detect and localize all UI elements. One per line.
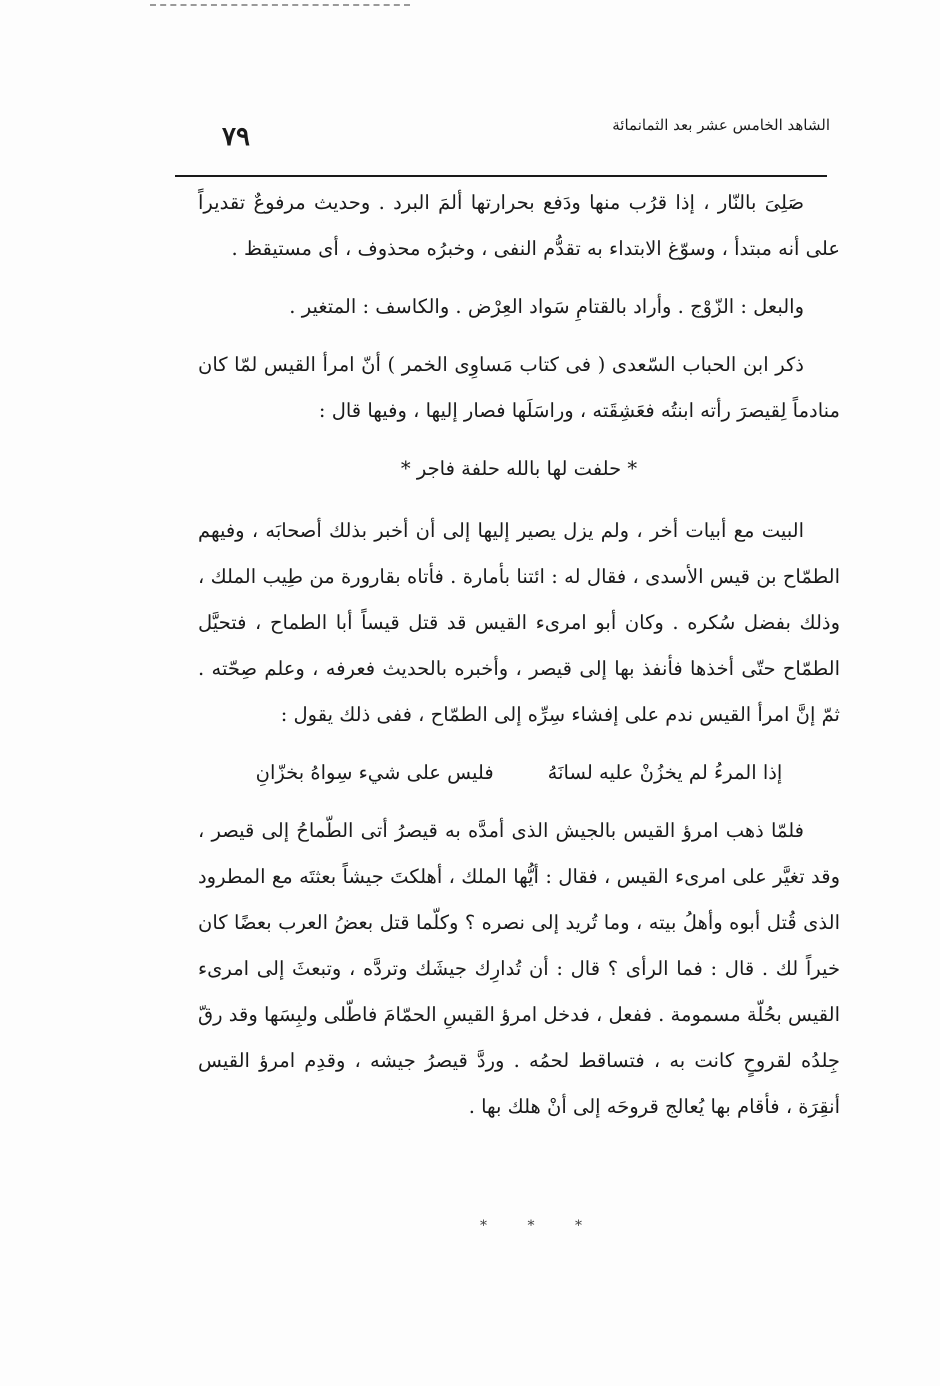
top-dashed-line xyxy=(150,4,410,6)
verse-line xyxy=(198,750,840,796)
verse-hemistich: * حلفت لها بالله حلفة فاجر * xyxy=(400,457,638,480)
paragraph-5: فلمّا ذهب امرؤ القيس بالجيش الذى أمدَّه به قيصرُ أتى الطّماحُ إلى قيصر ، وقد تغيَّر على امرىء القيس ، فقال : أيُّها الملك ، أهلكتَ جيشاً بعثتَه مع المطرود الذى قُتل أبوه وأهلُ بيته ، وما تُريد إلى نصره ؟ وكلّما قتل بعضُ العرب بعضًا كان خيراً لك . قال : فما الرأى ؟ قال : أن تُدارِك جيشَك وتردَّه ، وتبعثَ إلى امرىء القيس بحُلّة مسمومة . ففعل ، فدخل امرؤ القيسِ الحمّامَ فاطّلى ولبِسَها وقد رقّ جِلدُه لقروحٍ كانت به ، فتساقط لحمُه . وردَّ قيصرُ جيشه ، وقدِم امرؤ القيس أنقِرَة ، فأقام بها يُعالج قروحَه إلى أنْ هلك بها . xyxy=(198,819,840,1118)
paragraph-3: ذكر ابن الحباب السّعدى ( فى كتاب مَساوِى الخمر ) أنّ امرأ القيس لمّا كان منادماً لِقيصرَ رأته ابنتُه فعَشِقَته ، وراسَلَها فصار إليها ، وفيها قال : xyxy=(198,353,840,422)
page-text xyxy=(198,180,840,1142)
paragraph-4: البيت مع أبيات أخر ، ولم يزل يصير إليها إلى أن أخبر بذلك أصحابَه ، وفيهم الطمّاح بن قيس الأسدى ، فقال له : ائتنا بأمارة . فأتاه بقارورة من طِيب الملك ، وذلك بفضل سُكره . وكان أبو امرىء القيس قد قتل قيساً أبا الطماح ، فتحيَّل الطمّاح حتّى أخذها فأنفذ بها إلى قيصر ، وأخبره بالحديث فعرفه ، وعلم صِحّته . ثمّ إنَّ امرأ القيس ندم على إفشاء سِرِّه إلى الطمّاح ، ففى ذلك يقول : xyxy=(198,519,840,726)
paragraph-2: والبعل : الزّوْج . وأراد بالقتامِ سَواد العِرْض . والكاسف : المتغير . xyxy=(289,295,804,318)
paragraph-1: صَلِىَ بالنّار ، إذا قرُب منها ودَفع بحرارتها ألمَ البرد . وحديث مرفوعٌ تقديراً على أنه مبتدأ ، وسوّغ الابتداء به تقدُّم النفى ، وخبرُه محذوف ، أى مستيقظ . xyxy=(198,191,840,260)
section-ornament: * * * xyxy=(480,1218,600,1234)
verse-second-hemistich: فليس على شيء سِواهُ بخزّانِ xyxy=(255,761,494,784)
verse-first-hemistich: إذا المرءُ لم يخزُنْ عليه لسانَهُ xyxy=(547,761,783,784)
running-title: الشاهد الخامس عشر بعد الثمانمائة xyxy=(612,116,830,134)
header-rule xyxy=(175,175,827,177)
running-head xyxy=(170,108,830,152)
page-number: ٧٩ xyxy=(222,122,250,152)
